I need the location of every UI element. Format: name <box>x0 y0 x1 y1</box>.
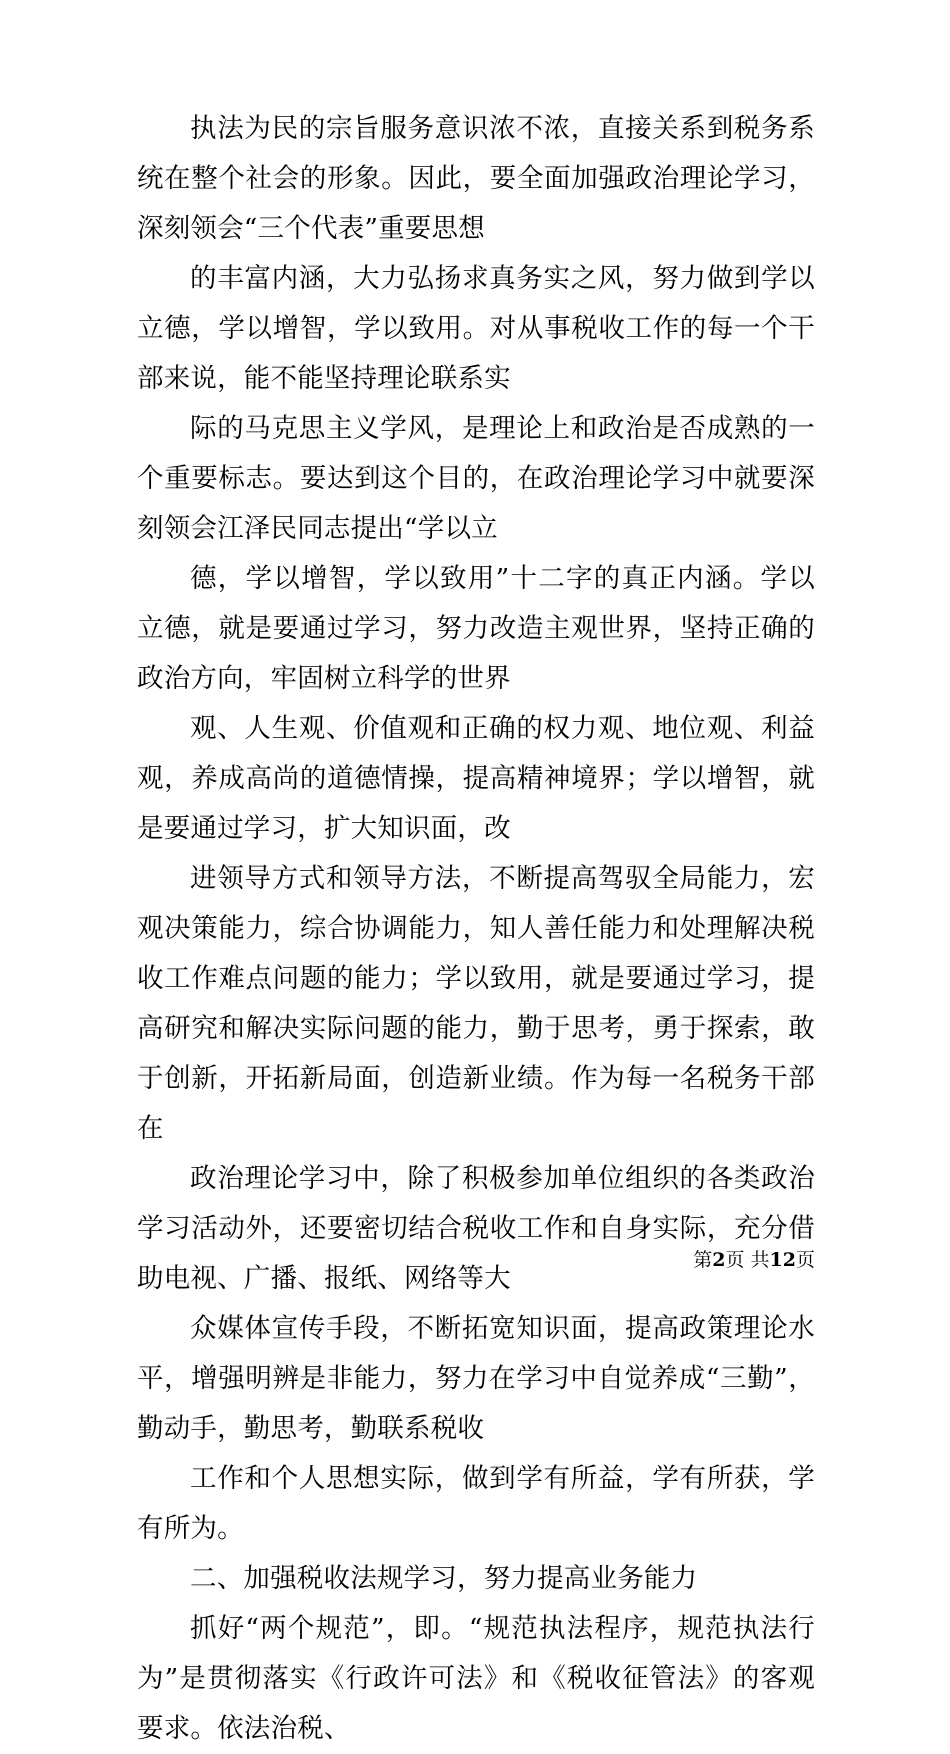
paragraph: 际的马克思主义学风，是理论上和政治是否成熟的一个重要标志。要达到这个目的，在政治理论学习中就要深刻领会江泽民同志提出“学以立 <box>137 413 815 544</box>
footer-current-page: 2 <box>712 1249 726 1271</box>
page-footer <box>693 1248 815 1272</box>
paragraph: 观、人生观、价值观和正确的权力观、地位观、利益观，养成高尚的道德情操，提高精神境界；学以增智，就是要通过学习，扩大知识面，改 <box>137 713 815 844</box>
paragraph: 进领导方式和领导方法，不断提高驾驭全局能力，宏观决策能力，综合协调能力，知人善任能力和处理解决税收工作难点问题的能力；学以致用，就是要通过学习，提高研究和解决实际问题的能力，勤于思考，勇于探索，敢于创新，开拓新局面，创造新业绩。作为每一名税务干部在 <box>137 863 815 1144</box>
paragraph: 执法为民的宗旨服务意识浓不浓，直接关系到税务系统在整个社会的形象。因此，要全面加强政治理论学习，深刻领会“三个代表”重要思想 <box>137 113 815 244</box>
paragraph: 工作和个人思想实际，做到学有所益，学有所获，学有所为。 <box>137 1463 815 1544</box>
paragraph: 政治理论学习中，除了积极参加单位组织的各类政治学习活动外，还要密切结合税收工作和自身实际，充分借助电视、广播、报纸、网络等大 <box>137 1163 815 1294</box>
paragraph: 抓好“两个规范”，即。“规范执法程序，规范执法行为”是贯彻落实《行政许可法》和《税收征管法》的客观要求。依法治税、 <box>137 1613 815 1744</box>
footer-prefix: 第 <box>693 1249 713 1271</box>
paragraph-section-heading: 二、加强税收法规学习，努力提高业务能力 <box>190 1563 698 1594</box>
paragraph: 德，学以增智，学以致用”十二字的真正内涵。学以立德，就是要通过学习，努力改造主观世界，坚持正确的政治方向，牢固树立科学的世界 <box>137 563 815 694</box>
footer-middle: 页 共 <box>725 1249 770 1271</box>
document-body <box>137 104 815 1754</box>
paragraph: 的丰富内涵，大力弘扬求真务实之风，努力做到学以立德，学以增智，学以致用。对从事税收工作的每一个干部来说，能不能坚持理论联系实 <box>137 263 815 394</box>
paragraph: 众媒体宣传手段，不断拓宽知识面，提高政策理论水平，增强明辨是非能力，努力在学习中自觉养成“三勤”，勤动手，勤思考，勤联系税收 <box>137 1313 815 1444</box>
footer-total-pages: 12 <box>769 1249 796 1271</box>
footer-suffix: 页 <box>795 1249 815 1271</box>
